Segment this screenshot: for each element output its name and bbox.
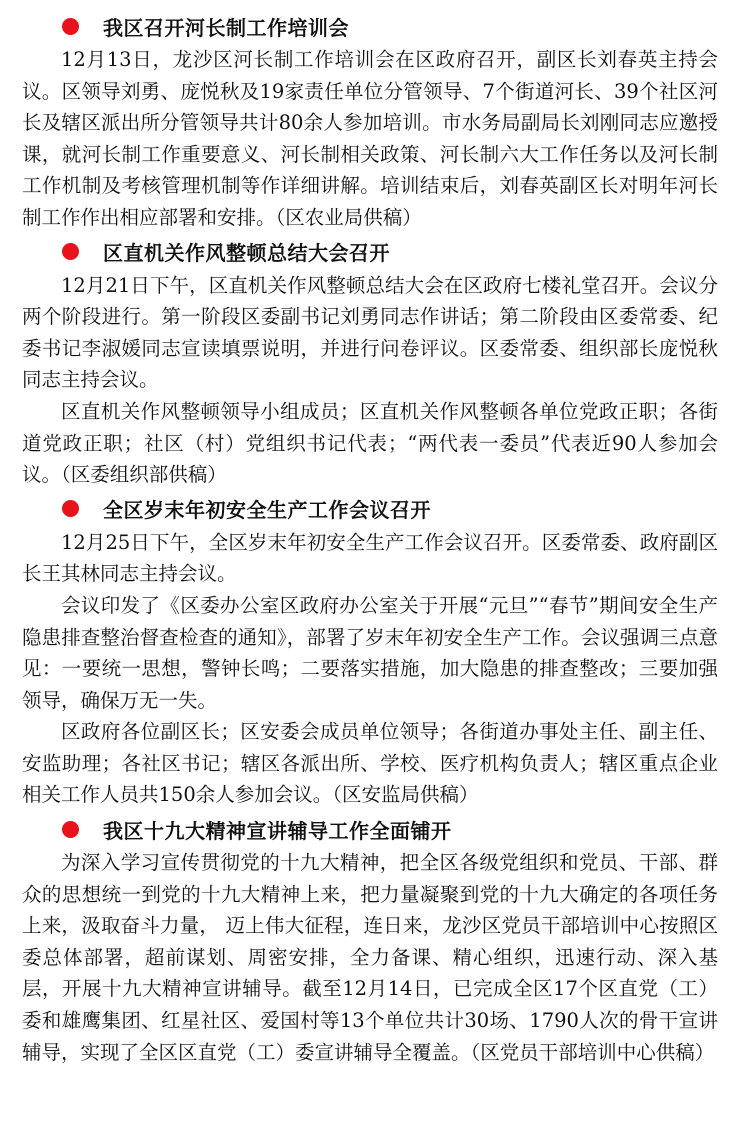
section-title: 全区岁末年初安全生产工作会议召开 — [103, 498, 431, 523]
section-paragraph: 为深入学习宣传贯彻党的十九大精神，把全区各级党组织和党员、干部、群众的思想统一到党的十九大精神上来，把力量凝聚到党的十九大确定的各项任务上来，汲取奋斗力量， 迈上伟大征程，连日来，龙沙区党员干部培训中心按照区委总体部署，超前谋划、周密安排，全力备课、精心组织，迅速行动、深入基层，开展十九大精神宣讲辅导。截至12月14日，已完成全区17个区直党（工）委和雄鹰集团、红星社区、爱国村等13个单位共计30场、1790人次的骨干宣讲辅导，实现了全区区直党（工）委宣讲辅导全覆盖。（区党员干部培训中心供稿） — [22, 851, 718, 1064]
news-section-safety-production — [22, 491, 718, 811]
red-bullet-icon — [62, 243, 79, 260]
section-paragraph: 12月13日，龙沙区河长制工作培训会在区政府召开，副区长刘春英主持会议。区领导刘勇、庞悦秋及19家责任单位分管领导、7个街道河长、39个社区河长及辖区派出所分管领导共计80余人参加培训。市水务局副局长刘刚同志应邀授课，就河长制工作重要意义、河长制相关政策、河长制六大工作任务以及河长制工作机制及考核管理机制等作详细讲解。培训结束后，刘春英副区长对明年河长制工作作出相应部署和安排。（区农业局供稿） — [22, 48, 718, 229]
section-title: 我区十九大精神宣讲辅导工作全面铺开 — [103, 818, 452, 843]
section-paragraph: 会议印发了《区委办公室区政府办公室关于开展“元旦”“春节”期间安全生产隐患排查整治督查检查的通知》，部署了岁末年初安全生产工作。会议强调三点意见：一要统一思想，警钟长鸣；二要落实措施，加大隐患的排查整改；三要加强领导，确保万无一失。 — [22, 593, 718, 712]
section-paragraph: 区直机关作风整顿领导小组成员；区直机关作风整顿各单位党政正职；各街道党政正职；社区（村）党组织书记代表；“两代表一委员”代表近90人参加会议。（区委组织部供稿） — [22, 399, 718, 487]
news-section-river-chief-training — [22, 8, 718, 234]
news-section-work-style-summary — [22, 234, 718, 491]
section-paragraph: 12月25日下午，全区岁末年初安全生产工作会议召开。区委常委、政府副区长王其林同志主持会议。 — [22, 530, 718, 586]
section-heading — [22, 8, 718, 44]
section-heading — [22, 491, 718, 527]
red-bullet-icon — [62, 18, 79, 35]
section-heading — [22, 234, 718, 270]
red-bullet-icon — [62, 500, 79, 517]
section-paragraph: 区政府各位副区长；区安委会成员单位领导；各街道办事处主任、副主任、安监助理；各社区书记；辖区各派出所、学校、医疗机构负责人；辖区重点企业相关工作人员共150余人参加会议。（区安监局供稿） — [22, 720, 718, 807]
red-bullet-icon — [62, 821, 79, 838]
news-section-19th-congress-lectures — [22, 811, 718, 1068]
news-bulletin-page — [22, 8, 718, 1068]
section-title: 区直机关作风整顿总结大会召开 — [103, 241, 390, 266]
section-title: 我区召开河长制工作培训会 — [103, 15, 349, 40]
section-heading — [22, 811, 718, 847]
section-paragraph: 12月21日下午，区直机关作风整顿总结大会在区政府七楼礼堂召开。会议分两个阶段进行。第一阶段区委副书记刘勇同志作讲话；第二阶段由区委常委、纪委书记李淑媛同志宣读填票说明，并进行问卷评议。区委常委、组织部长庞悦秋同志主持会议。 — [22, 273, 718, 392]
